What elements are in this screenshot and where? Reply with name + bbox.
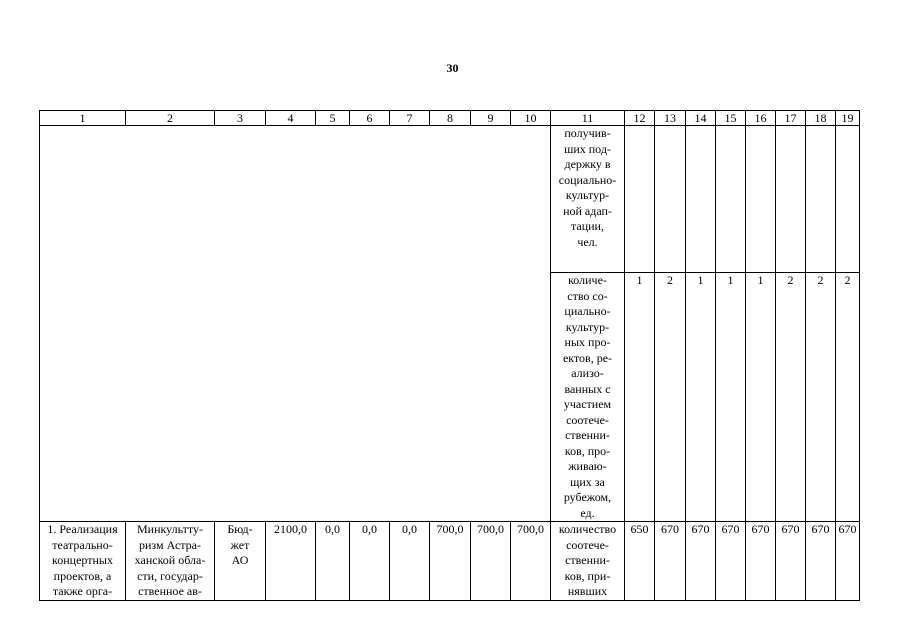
value-cell-empty	[655, 126, 686, 273]
value-cell: 670	[746, 522, 776, 601]
header-cell: 11	[551, 111, 625, 126]
header-cell: 6	[350, 111, 390, 126]
header-cell: 18	[806, 111, 836, 126]
executor-cell: Минкультту- ризм Астра- ханской обла- сти, государ- ственное ав-	[126, 522, 215, 601]
program-table	[39, 110, 860, 601]
value-cell-empty	[836, 126, 860, 273]
header-cell: 2	[126, 111, 215, 126]
value-cell: 670	[836, 522, 860, 601]
header-cell: 9	[471, 111, 511, 126]
value-cell-empty	[686, 126, 716, 273]
value-cell-empty	[806, 126, 836, 273]
header-cell: 5	[316, 111, 350, 126]
value-cell-empty	[716, 126, 746, 273]
column-numbers-row	[40, 111, 860, 126]
header-cell: 3	[215, 111, 266, 126]
value-cell: 2	[776, 273, 806, 522]
value-cell: 1	[716, 273, 746, 522]
amount-cell: 0,0	[390, 522, 430, 601]
value-cell: 1	[686, 273, 716, 522]
value-cell: 670	[806, 522, 836, 601]
header-cell: 1	[40, 111, 126, 126]
header-cell: 15	[716, 111, 746, 126]
measure-name-cell: 1. Реализация театрально- концертных проектов, а также орга-	[40, 522, 126, 601]
value-cell: 670	[776, 522, 806, 601]
value-cell: 670	[686, 522, 716, 601]
value-cell: 670	[655, 522, 686, 601]
value-cell: 2	[655, 273, 686, 522]
header-cell: 7	[390, 111, 430, 126]
header-cell: 12	[625, 111, 655, 126]
value-cell-empty	[625, 126, 655, 273]
value-cell: 670	[716, 522, 746, 601]
value-cell: 2	[836, 273, 860, 522]
amount-cell: 700,0	[471, 522, 511, 601]
header-cell: 13	[655, 111, 686, 126]
header-cell: 4	[266, 111, 316, 126]
total-amount-cell: 2100,0	[266, 522, 316, 601]
header-cell: 8	[430, 111, 471, 126]
header-cell: 14	[686, 111, 716, 126]
page-number: 30	[446, 61, 459, 75]
header-cell: 10	[511, 111, 551, 126]
header-cell: 17	[776, 111, 806, 126]
indicator-row	[40, 273, 860, 522]
amount-cell: 0,0	[316, 522, 350, 601]
indicator-text-cell: получив- ших под- держку в социально- культур- ной адап- тации, чел.	[551, 126, 625, 273]
header-cell: 19	[836, 111, 860, 126]
value-cell: 1	[625, 273, 655, 522]
merged-blank-cell	[40, 126, 551, 273]
indicator-text-cell: количество соотече- ственни- ков, при- нявших	[551, 522, 625, 601]
amount-cell: 0,0	[350, 522, 390, 601]
amount-cell: 700,0	[430, 522, 471, 601]
value-cell: 1	[746, 273, 776, 522]
amount-cell: 700,0	[511, 522, 551, 601]
value-cell: 650	[625, 522, 655, 601]
measure-row	[40, 522, 860, 601]
value-cell-empty	[746, 126, 776, 273]
indicator-text-cell: количе- ство со- циально- культур- ных про- ектов, ре- ализо- ванных с участием соотече- ственни- ков, про- живаю- щих за рубежом, ед.	[551, 273, 625, 522]
header-cell: 16	[746, 111, 776, 126]
merged-blank-cell	[40, 273, 551, 522]
continuation-row	[40, 126, 860, 273]
funding-source-cell: Бюд- жет АО	[215, 522, 266, 601]
value-cell-empty	[776, 126, 806, 273]
value-cell: 2	[806, 273, 836, 522]
